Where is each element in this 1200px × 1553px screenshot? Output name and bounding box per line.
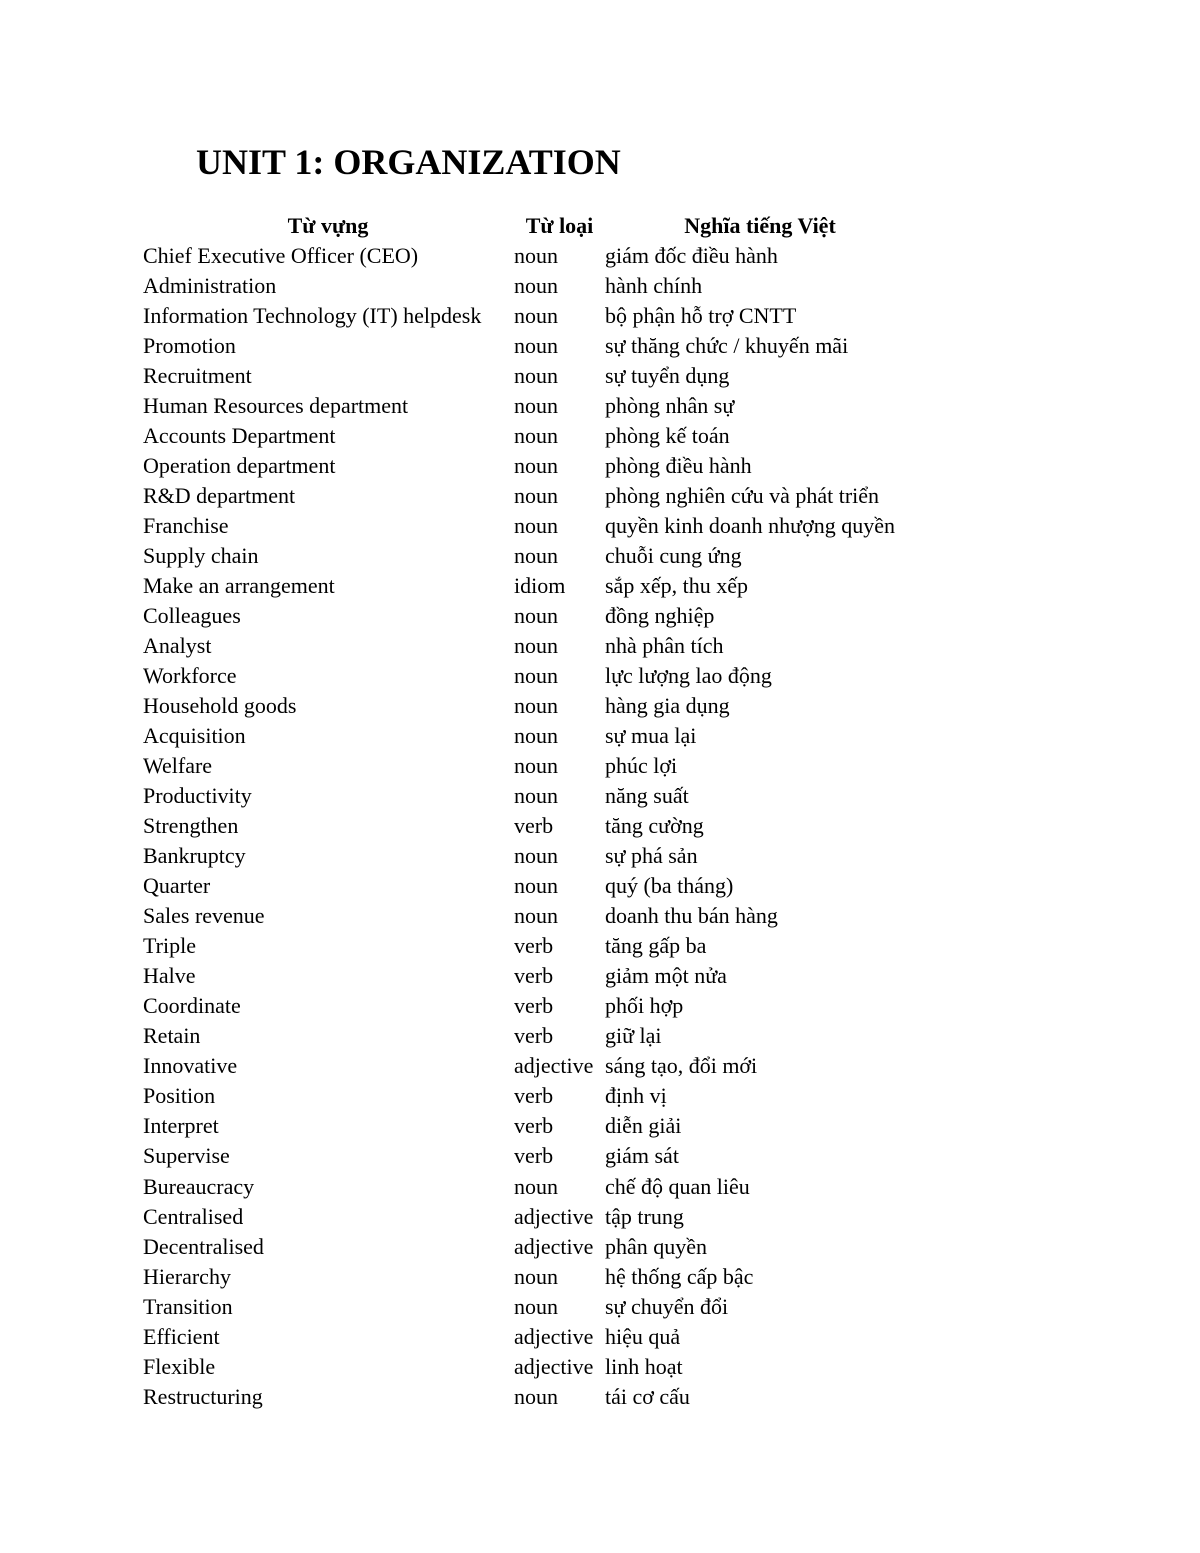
word-type: noun xyxy=(514,333,558,359)
vocab-word: Strengthen xyxy=(143,813,239,839)
vietnamese-meaning: sự thăng chức / khuyến mãi xyxy=(605,333,849,359)
word-type: noun xyxy=(514,393,558,419)
vietnamese-meaning: sự mua lại xyxy=(605,723,697,749)
word-type: noun xyxy=(514,363,558,389)
vocab-word: Transition xyxy=(143,1293,233,1319)
vietnamese-meaning: giám sát xyxy=(605,1143,679,1169)
vocab-word: Retain xyxy=(143,1023,201,1049)
vietnamese-meaning: tăng cường xyxy=(605,813,704,839)
word-type: noun xyxy=(514,513,558,539)
vocab-word: Bureaucracy xyxy=(143,1173,255,1199)
vocab-word: Household goods xyxy=(143,693,297,719)
vietnamese-meaning: sự chuyển đổi xyxy=(605,1293,729,1319)
word-type: noun xyxy=(514,243,558,269)
vocab-word: Information Technology (IT) helpdesk xyxy=(143,303,482,329)
vocab-word: Centralised xyxy=(143,1203,244,1229)
vietnamese-meaning: diễn giải xyxy=(605,1113,682,1139)
vocab-word: Triple xyxy=(143,933,196,959)
word-type: verb xyxy=(514,933,554,959)
vocab-word: Recruitment xyxy=(143,363,252,389)
word-type: noun xyxy=(514,693,558,719)
vocab-word: Productivity xyxy=(143,783,252,809)
vietnamese-meaning: sự tuyển dụng xyxy=(605,363,730,389)
vocab-word: Position xyxy=(143,1083,216,1109)
vietnamese-meaning: năng suất xyxy=(605,783,689,809)
word-type: noun xyxy=(514,1383,558,1409)
word-type: verb xyxy=(514,1113,554,1139)
word-type: noun xyxy=(514,603,558,629)
vietnamese-meaning: bộ phận hỗ trợ CNTT xyxy=(605,303,797,329)
vietnamese-meaning: sự phá sản xyxy=(605,843,698,869)
word-type: noun xyxy=(514,633,558,659)
vietnamese-meaning: giữ lại xyxy=(605,1023,662,1049)
vocab-word: Hierarchy xyxy=(143,1263,231,1289)
vietnamese-meaning: nhà phân tích xyxy=(605,633,724,659)
word-type: verb xyxy=(514,963,554,989)
word-type: noun xyxy=(514,843,558,869)
vietnamese-meaning: phòng nhân sự xyxy=(605,393,735,419)
word-type: noun xyxy=(514,273,558,299)
vocab-word: Halve xyxy=(143,963,196,989)
vietnamese-meaning: định vị xyxy=(605,1083,667,1109)
word-type: noun xyxy=(514,663,558,689)
vietnamese-meaning: tái cơ cấu xyxy=(605,1383,690,1409)
vietnamese-meaning: chuỗi cung ứng xyxy=(605,543,742,569)
vietnamese-meaning: hàng gia dụng xyxy=(605,693,730,719)
vietnamese-meaning: phòng kế toán xyxy=(605,423,730,449)
vocab-word: Accounts Department xyxy=(143,423,336,449)
word-type: noun xyxy=(514,303,558,329)
vietnamese-meaning: hiệu quả xyxy=(605,1323,681,1349)
header-word-type: Từ loại xyxy=(525,213,594,238)
vocab-word: R&D department xyxy=(143,483,296,509)
vocab-word: Administration xyxy=(143,273,277,299)
vocab-word: Innovative xyxy=(143,1053,238,1079)
vietnamese-meaning: hành chính xyxy=(605,273,703,299)
vietnamese-meaning: tập trung xyxy=(605,1203,684,1229)
word-type: verb xyxy=(514,1023,554,1049)
word-type: verb xyxy=(514,813,554,839)
word-type: adjective xyxy=(514,1323,594,1349)
vocab-word: Human Resources department xyxy=(143,393,409,419)
word-type: adjective xyxy=(514,1203,594,1229)
word-type: noun xyxy=(514,1293,558,1319)
header-meaning: Nghĩa tiếng Việt xyxy=(684,213,836,238)
vietnamese-meaning: doanh thu bán hàng xyxy=(605,903,778,929)
vocab-word: Efficient xyxy=(143,1323,220,1349)
page-title: UNIT 1: ORGANIZATION xyxy=(196,142,621,182)
word-type: noun xyxy=(514,723,558,749)
word-type: verb xyxy=(514,993,554,1019)
word-type: noun xyxy=(514,1263,558,1289)
word-type: adjective xyxy=(514,1233,594,1259)
word-type: noun xyxy=(514,543,558,569)
word-type: adjective xyxy=(514,1053,594,1079)
vietnamese-meaning: quý (ba tháng) xyxy=(605,873,734,899)
vocab-word: Promotion xyxy=(143,333,236,359)
vocab-word: Coordinate xyxy=(143,993,241,1019)
vietnamese-meaning: quyền kinh doanh nhượng quyền xyxy=(605,513,895,539)
vietnamese-meaning: chế độ quan liêu xyxy=(605,1173,750,1199)
word-type: noun xyxy=(514,873,558,899)
vietnamese-meaning: giám đốc điều hành xyxy=(605,243,778,269)
word-type: verb xyxy=(514,1143,554,1169)
word-type: noun xyxy=(514,783,558,809)
vocab-word: Welfare xyxy=(143,753,213,779)
vocab-word: Supervise xyxy=(143,1143,230,1169)
vietnamese-meaning: tăng gấp ba xyxy=(605,933,707,959)
vocab-word: Workforce xyxy=(143,663,237,689)
vietnamese-meaning: phúc lợi xyxy=(605,753,678,779)
vocab-word: Interpret xyxy=(143,1113,219,1139)
vocab-word: Decentralised xyxy=(143,1233,264,1259)
word-type: noun xyxy=(514,423,558,449)
word-type: noun xyxy=(514,903,558,929)
vocab-word: Acquisition xyxy=(143,723,246,749)
vietnamese-meaning: linh hoạt xyxy=(605,1353,683,1379)
vocab-word: Sales revenue xyxy=(143,903,265,929)
vietnamese-meaning: lực lượng lao động xyxy=(605,663,772,689)
vietnamese-meaning: giảm một nửa xyxy=(605,963,727,989)
vocab-word: Quarter xyxy=(143,873,211,899)
header-word: Từ vựng xyxy=(287,213,369,238)
vocab-word: Colleagues xyxy=(143,603,241,629)
vietnamese-meaning: đồng nghiệp xyxy=(605,603,715,629)
vietnamese-meaning: phối hợp xyxy=(605,993,684,1019)
word-type: noun xyxy=(514,483,558,509)
vocab-word: Operation department xyxy=(143,453,336,479)
word-type: noun xyxy=(514,453,558,479)
word-type: idiom xyxy=(514,573,566,599)
word-type: noun xyxy=(514,753,558,779)
vietnamese-meaning: phòng nghiên cứu và phát triển xyxy=(605,483,880,509)
vocab-word: Franchise xyxy=(143,513,229,539)
vocab-word: Analyst xyxy=(143,633,212,659)
vietnamese-meaning: sắp xếp, thu xếp xyxy=(605,573,748,599)
vocab-word: Supply chain xyxy=(143,543,259,569)
vocab-word: Bankruptcy xyxy=(143,843,246,869)
vietnamese-meaning: phân quyền xyxy=(605,1233,708,1259)
vietnamese-meaning: sáng tạo, đổi mới xyxy=(605,1053,758,1079)
vocab-word: Restructuring xyxy=(143,1383,263,1409)
word-type: verb xyxy=(514,1083,554,1109)
vocab-word: Flexible xyxy=(143,1353,216,1379)
vocab-word: Chief Executive Officer (CEO) xyxy=(143,243,419,269)
vietnamese-meaning: hệ thống cấp bậc xyxy=(605,1263,754,1289)
vietnamese-meaning: phòng điều hành xyxy=(605,453,752,479)
vocab-word: Make an arrangement xyxy=(143,573,335,599)
word-type: noun xyxy=(514,1173,558,1199)
word-type: adjective xyxy=(514,1353,594,1379)
